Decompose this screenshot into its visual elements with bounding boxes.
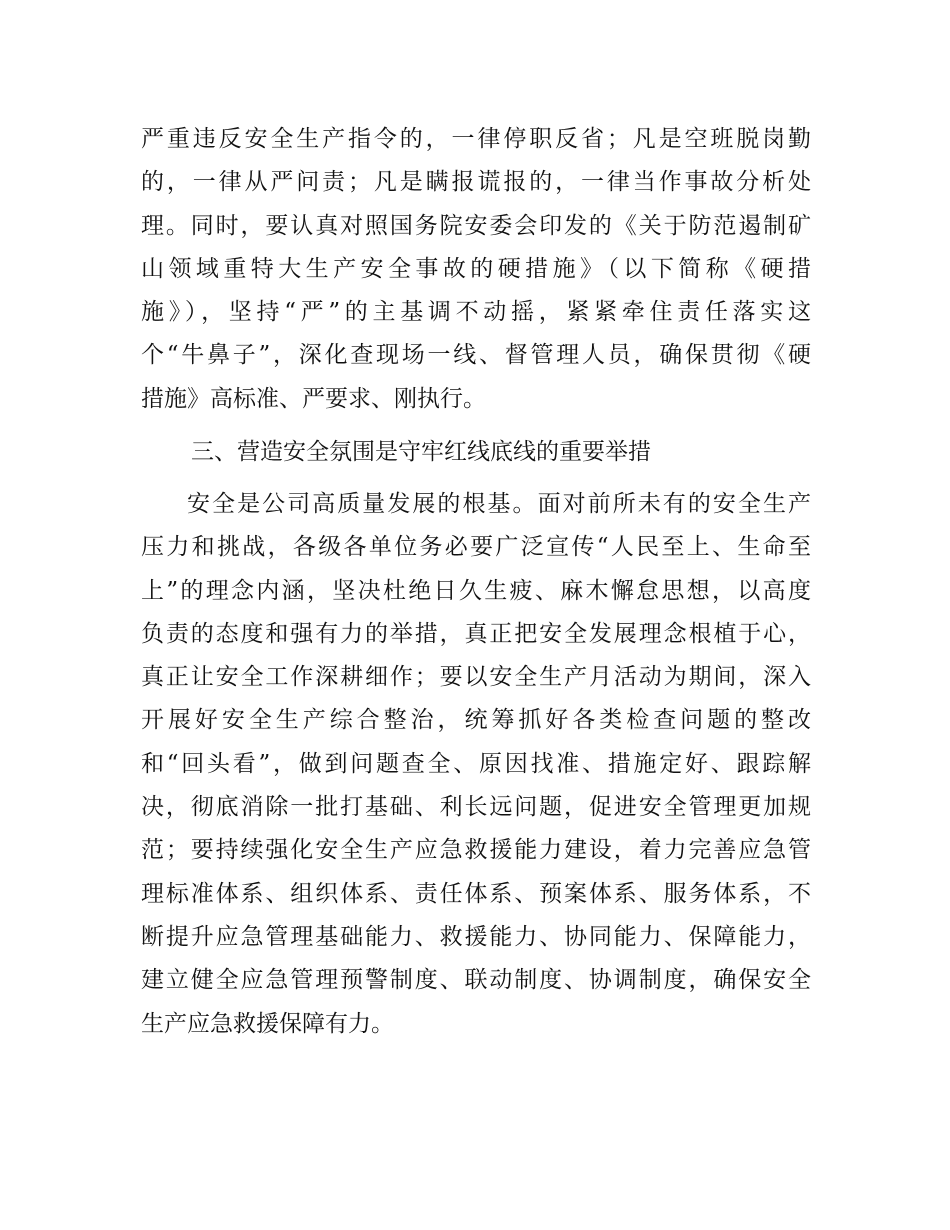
section-heading-block [141, 431, 811, 474]
text-line: 范；要持续强化安全生产应急救援能力建设，着力完善应急管 [141, 837, 811, 864]
text-line: 和“回头看”，做到问题查全、原因找准、措施定好、跟踪解 [141, 750, 811, 777]
section-heading: 三、营造安全氛围是守牢红线底线的重要举措 [191, 439, 651, 465]
text-line: 上”的理念内涵，坚决杜绝日久生疲、麻木懈怠思想，以高度 [141, 577, 811, 604]
text-line: 理标准体系、组织体系、责任体系、预案体系、服务体系，不 [141, 880, 811, 907]
text-line: 负责的态度和强有力的举措，真正把安全发展理念根植于心， [141, 620, 811, 647]
text-line: 的，一律从严问责；凡是瞒报谎报的，一律当作事故分析处 [141, 169, 811, 196]
text-line: 措施》高标准、严要求、刚执行。 [141, 385, 486, 412]
text-line: 严重违反安全生产指令的，一律停职反省；凡是空班脱岗勤 [141, 126, 811, 152]
text-line: 山领域重特大生产安全事故的硬措施》（以下简称《硬措 [141, 255, 811, 282]
text-line: 断提升应急管理基础能力、救援能力、协同能力、保障能力， [141, 923, 811, 950]
text-line: 理。同时，要认真对照国务院安委会印发的《关于防范遏制矿 [141, 212, 811, 239]
text-line: 开展好安全生产综合整治，统筹抓好各类检查问题的整改 [141, 707, 811, 734]
text-line: 生产应急救援保障有力。 [141, 1010, 394, 1037]
paragraph-safety-atmosphere [141, 483, 811, 1046]
text-line: 决，彻底消除一批打基础、利长远问题，促进安全管理更加规 [141, 794, 811, 821]
paragraph-continued [141, 118, 811, 421]
text-line: 安全是公司高质量发展的根基。面对前所未有的安全生产 [187, 491, 811, 517]
text-line: 个“牛鼻子”，深化查现场一线、督管理人员，确保贯彻《硬 [141, 342, 811, 369]
text-line: 压力和挑战，各级各单位务必要广泛宣传“人民至上、生命至 [141, 534, 811, 561]
text-line: 施》），坚持“严”的主基调不动摇，紧紧牵住责任落实这 [141, 299, 811, 326]
text-line: 真正让安全工作深耕细作；要以安全生产月活动为期间，深入 [141, 664, 811, 691]
text-line: 建立健全应急管理预警制度、联动制度、协调制度，确保安全 [141, 967, 811, 994]
